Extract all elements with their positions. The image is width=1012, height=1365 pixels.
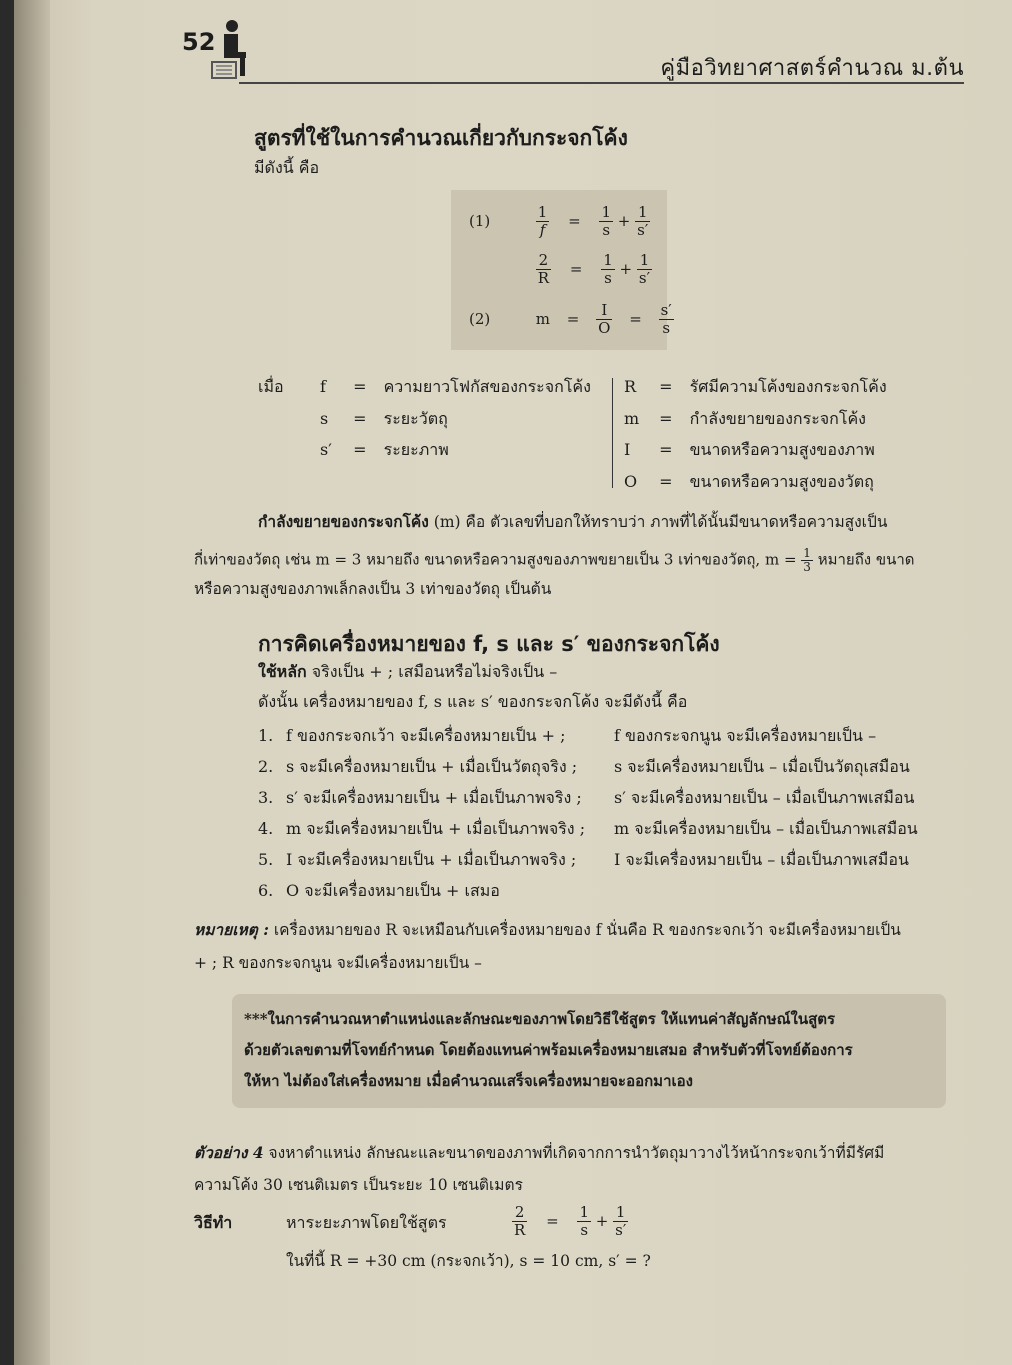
def-right-2: I = ขนาดหรือความสูงของภาพ — [624, 440, 875, 459]
sign-therefore: ดังนั้น เครื่องหมายของ f, s และ s′ ของกระจกโค้ง จะมีดังนี้ คือ — [258, 692, 688, 711]
list-item: 4. m จะมีเครื่องหมายเป็น + เมื่อเป็นภาพจริง ; — [258, 819, 586, 838]
def-left-0: f = ความยาวโฟกัสของกระจกโค้ง — [320, 377, 591, 396]
def-right-1: m = กำลังขยายของกระจกโค้ง — [624, 409, 866, 428]
section-intro: มีดังนี้ คือ — [254, 158, 320, 177]
method-formula: $\frac{2}{R}$ = $\frac{1}{s}$ + $\frac{1}{s'}$ — [514, 1203, 627, 1239]
frac-1-over-s-ex: $\frac{1}{s}$ — [579, 1203, 589, 1239]
magnification-line-2: กี่เท่าของวัตถุ เช่น m = 3 หมายถึง ขนาดหรือความสูงของภาพขยายเป็น 3 เท่าของวัตถุ, m = $\frac{1}{3}$ หมายถึง ขนาด — [194, 546, 915, 575]
section-title-signs: การคิดเครื่องหมายของ f, s และ s′ ของกระจกโค้ง — [258, 632, 720, 656]
book-title: คู่มือวิทยาศาสตร์คำนวณ ม.ต้น — [660, 56, 964, 81]
frac-1-over-sp-ex: $\frac{1}{s'}$ — [615, 1203, 627, 1239]
formula-label-1: (1) — [469, 212, 491, 230]
frac-2-over-R-ex: $\frac{2}{R}$ — [514, 1203, 526, 1239]
note-line-2: ด้วยตัวเลขตามที่โจทย์กำหนด โดยต้องแทนค่าพร้อมเครื่องหมายเสมอ สำหรับตัวที่โจทย์ต้องการ — [244, 1041, 853, 1059]
formula-1: (1) $\frac{1}{f}$ = $\frac{1}{s}$ + $\frac{1}{s'}$ — [451, 204, 667, 238]
formula-label-2: (2) — [469, 310, 491, 328]
list-item: 6. O จะมีเครื่องหมายเป็น + เสมอ — [258, 881, 500, 900]
list-item: 2. s จะมีเครื่องหมายเป็น + เมื่อเป็นวัตถุจริง ; — [258, 757, 578, 776]
frac-1-over-s: $\frac{1}{s}$ — [601, 203, 612, 239]
page-number: 52 — [182, 28, 216, 56]
list-item: 5. I จะมีเครื่องหมายเป็น + เมื่อเป็นภาพจริง ; — [258, 850, 577, 869]
frac-1-over-s-b: $\frac{1}{s}$ — [603, 251, 613, 287]
list-item-right: s′ จะมีเครื่องหมายเป็น – เมื่อเป็นภาพเสมือน — [614, 788, 915, 807]
def-left-2: s′ = ระยะภาพ — [320, 440, 449, 459]
example-line-2: ความโค้ง 30 เซนติเมตร เป็นระยะ 10 เซนติเมตร — [194, 1176, 523, 1194]
list-item-right: I จะมีเครื่องหมายเป็น – เมื่อเป็นภาพเสมือน — [614, 850, 909, 869]
header-rule — [239, 82, 964, 84]
book-page — [14, 0, 1012, 1365]
frac-sp-over-s: $\frac{s'}{s}$ — [660, 301, 672, 337]
list-item: 1. f ของกระจกเว้า จะมีเครื่องหมายเป็น + ; — [258, 726, 566, 745]
frac-1-over-sp-b: $\frac{1}{s'}$ — [638, 251, 651, 287]
frac-one-third: $\frac{1}{3}$ — [803, 546, 811, 575]
magnification-line-3: หรือความสูงของภาพเล็กลงเป็น 3 เท่าของวัตถุ เป็นต้น — [194, 580, 552, 598]
frac-1-over-f: $\frac{1}{f}$ — [537, 203, 548, 239]
note-line-3: ให้หา ไม่ต้องใส่เครื่องหมาย เมื่อคำนวณเสร็จเครื่องหมายจะออกมาเอง — [244, 1072, 693, 1090]
formula-2: (2) m = $\frac{I}{O}$ = $\frac{s'}{s}$ — [451, 302, 667, 336]
list-item-right: m จะมีเครื่องหมายเป็น – เมื่อเป็นภาพเสมือน — [614, 819, 918, 838]
def-left-1: s = ระยะวัตถุ — [320, 409, 448, 428]
given-values: ในที่นี้ R = +30 cm (กระจกเว้า), s = 10 cm, s′ = ? — [286, 1252, 651, 1270]
method-label: วิธีทำ — [194, 1213, 233, 1232]
frac-1-over-sp: $\frac{1}{s'}$ — [637, 203, 649, 239]
note-line-1: ***ในการคำนวณหาตำแหน่งและลักษณะของภาพโดยวิธีใช้สูตร ให้แทนค่าสัญลักษณ์ในสูตร — [244, 1010, 836, 1028]
page-binding-edge — [14, 0, 50, 1365]
frac-I-over-O: $\frac{I}{O}$ — [598, 301, 611, 337]
remark-line-1: หมายเหตุ : เครื่องหมายของ R จะเหมือนกับเครื่องหมายของ f นั่นคือ R ของกระจกเว้า จะมีเครื่องหมายเป็น — [194, 920, 901, 939]
person-at-desk-icon — [210, 18, 250, 80]
frac-2-over-R: $\frac{2}{R}$ — [537, 251, 550, 287]
list-item-right: s จะมีเครื่องหมายเป็น – เมื่อเป็นวัตถุเสมือน — [614, 757, 910, 776]
formula-1b: $\frac{2}{R}$ = $\frac{1}{s}$ + $\frac{1}{s'}$ — [537, 251, 651, 287]
sign-rule: ใช้หลัก จริงเป็น + ; เสมือนหรือไม่จริงเป็น – — [258, 662, 558, 681]
list-item: 3. s′ จะมีเครื่องหมายเป็น + เมื่อเป็นภาพจริง ; — [258, 788, 582, 807]
definitions-when: เมื่อ — [258, 377, 284, 396]
list-item-right: f ของกระจกนูน จะมีเครื่องหมายเป็น – — [614, 726, 877, 745]
definitions-divider — [612, 378, 613, 488]
section-title-formulas: สูตรที่ใช้ในการคำนวณเกี่ยวกับกระจกโค้ง — [254, 126, 628, 150]
example-line-1: ตัวอย่าง 4 จงหาตำแหน่ง ลักษณะและขนาดของภาพที่เกิดจากการนำวัตถุมาวางไว้หน้ากระจกเว้าที่มีรัศมี — [194, 1143, 885, 1162]
remark-line-2: + ; R ของกระจกนูน จะมีเครื่องหมายเป็น – — [194, 954, 482, 972]
def-right-0: R = รัศมีความโค้งของกระจกโค้ง — [624, 377, 887, 396]
formula-box — [451, 190, 672, 350]
def-right-3: O = ขนาดหรือความสูงของวัตถุ — [624, 472, 874, 491]
magnification-line-1: กำลังขยายของกระจกโค้ง (m) คือ ตัวเลขที่บอกให้ทราบว่า ภาพที่ได้นั้นมีขนาดหรือความสูงเป็น — [258, 512, 888, 531]
method-text: หาระยะภาพโดยใช้สูตร — [286, 1213, 447, 1232]
